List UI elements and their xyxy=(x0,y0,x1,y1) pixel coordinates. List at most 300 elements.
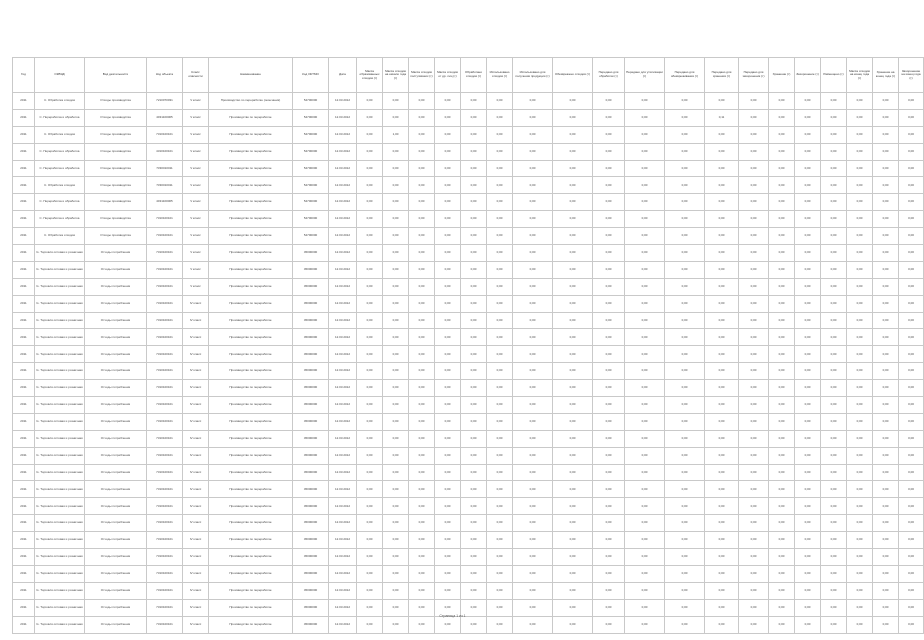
table-cell: 12.03.2012 xyxy=(329,329,357,346)
table-cell: 0,00 xyxy=(553,464,593,481)
table-cell: 0,00 xyxy=(769,261,795,278)
table-cell: 0,00 xyxy=(847,380,873,397)
table-cell: IV класс xyxy=(183,346,209,363)
table-cell: 0,00 xyxy=(821,549,847,566)
table-cell: 45000000 xyxy=(293,430,329,447)
table-cell: 0,00 xyxy=(435,312,461,329)
table-cell: 7310100101 xyxy=(147,549,183,566)
table-cell: 0,00 xyxy=(899,532,924,549)
table-cell: IV класс xyxy=(183,363,209,380)
table-cell: 0,00 xyxy=(665,228,705,245)
table-cell: G. Торговля оптовая и розничная xyxy=(35,582,85,599)
table-cell: 0,00 xyxy=(625,515,665,532)
table-cell: 0,00 xyxy=(513,295,553,312)
table-cell: 0,00 xyxy=(435,211,461,228)
table-cell: 0,00 xyxy=(705,565,739,582)
table-cell: С. Переработка и обработка xyxy=(35,160,85,177)
table-cell: 2011 xyxy=(13,599,35,616)
table-cell: Производство по переработке xyxy=(209,565,293,582)
table-cell: 0,00 xyxy=(593,380,625,397)
table-cell: Отходы потребления xyxy=(85,532,147,549)
table-cell: 0,00 xyxy=(625,565,665,582)
table-cell: 0,00 xyxy=(739,464,769,481)
column-header: Передано для хранения (т) xyxy=(705,58,739,93)
table-cell: 0,00 xyxy=(899,346,924,363)
table-cell: 45000000 xyxy=(293,599,329,616)
table-cell: 2011 xyxy=(13,532,35,549)
table-cell: 0,00 xyxy=(821,363,847,380)
table-cell: 45000000 xyxy=(293,329,329,346)
table-cell: 0,00 xyxy=(769,143,795,160)
table-cell: 0,00 xyxy=(739,549,769,566)
table-cell: 0,00 xyxy=(847,211,873,228)
table-cell: 2011 xyxy=(13,481,35,498)
table-cell: 12.03.2012 xyxy=(329,312,357,329)
table-cell: 7310100101 xyxy=(147,532,183,549)
table-cell: 2011 xyxy=(13,515,35,532)
table-cell: 0,00 xyxy=(795,549,821,566)
table-cell: 0,00 xyxy=(795,228,821,245)
table-cell: 0,00 xyxy=(435,430,461,447)
table-cell: Производство по переработке xyxy=(209,245,293,262)
table-cell: 0,00 xyxy=(705,93,739,110)
table-cell: 0,00 xyxy=(665,464,705,481)
table-cell: 0,00 xyxy=(513,413,553,430)
table-cell: 0,00 xyxy=(665,126,705,143)
table-cell: 7310100101 xyxy=(147,447,183,464)
table-cell: 0,00 xyxy=(383,194,409,211)
table-cell: 0,00 xyxy=(357,329,383,346)
table-cell: 0,00 xyxy=(665,278,705,295)
table-cell: 0,00 xyxy=(553,93,593,110)
table-cell: 0,00 xyxy=(513,599,553,616)
table-cell: 0,00 xyxy=(847,532,873,549)
table-cell: 0,00 xyxy=(461,160,487,177)
table-cell: С. Переработка и обработка xyxy=(35,109,85,126)
table-row xyxy=(13,447,924,464)
table-cell: 0,00 xyxy=(847,278,873,295)
table-cell: Отходы потребления xyxy=(85,278,147,295)
table-cell: 0,00 xyxy=(795,464,821,481)
column-header: Использовано отходов (т) xyxy=(487,58,513,93)
table-cell: 0,00 xyxy=(383,549,409,566)
table-cell: Отходы потребления xyxy=(85,616,147,633)
table-cell: 0,00 xyxy=(625,582,665,599)
table-row xyxy=(13,160,924,177)
table-cell: 0,00 xyxy=(553,177,593,194)
table-cell: 0,00 xyxy=(899,397,924,414)
table-cell: 0,00 xyxy=(461,481,487,498)
table-cell: 0,00 xyxy=(769,397,795,414)
table-cell: 0,00 xyxy=(739,261,769,278)
table-cell: 0,00 xyxy=(461,565,487,582)
table-cell: 0,00 xyxy=(487,329,513,346)
table-cell: 0,00 xyxy=(435,549,461,566)
table-cell: 0,00 xyxy=(409,616,435,633)
table-cell: 0,00 xyxy=(553,363,593,380)
table-cell: 0,00 xyxy=(899,616,924,633)
table-cell: 45000000 xyxy=(293,498,329,515)
table-cell: 0,00 xyxy=(739,126,769,143)
table-cell: 0,00 xyxy=(705,447,739,464)
table-cell: 0,00 xyxy=(593,295,625,312)
table-cell: 0,00 xyxy=(847,430,873,447)
table-cell: 0,00 xyxy=(553,194,593,211)
table-cell: 0,00 xyxy=(665,211,705,228)
table-cell: Отходы производства xyxy=(85,211,147,228)
table-cell: 0,00 xyxy=(409,565,435,582)
table-cell: 0,00 xyxy=(409,126,435,143)
table-cell: 0,00 xyxy=(821,447,847,464)
table-cell: 0,00 xyxy=(873,329,899,346)
table-cell: 7310100101 xyxy=(147,413,183,430)
table-cell: IV класс xyxy=(183,549,209,566)
table-cell: Производство по переработке xyxy=(209,346,293,363)
table-cell: 0,00 xyxy=(739,481,769,498)
table-cell: 0,00 xyxy=(665,413,705,430)
table-cell: Отходы потребления xyxy=(85,430,147,447)
table-cell: 0,00 xyxy=(383,397,409,414)
table-cell: G. Торговля оптовая и розничная xyxy=(35,261,85,278)
table-row xyxy=(13,582,924,599)
table-cell: V класс xyxy=(183,278,209,295)
table-cell: IV класс xyxy=(183,380,209,397)
table-cell: 0,00 xyxy=(873,363,899,380)
table-cell: 0,00 xyxy=(769,380,795,397)
table-cell: 0,00 xyxy=(553,245,593,262)
table-cell: 0,00 xyxy=(513,565,553,582)
table-cell: 0,00 xyxy=(487,565,513,582)
table-cell: 0,00 xyxy=(873,413,899,430)
table-cell: 0,00 xyxy=(847,565,873,582)
table-cell: 0,00 xyxy=(625,363,665,380)
table-cell: 0,00 xyxy=(487,599,513,616)
table-row xyxy=(13,109,924,126)
table-cell: 0,00 xyxy=(795,616,821,633)
table-cell: 0,00 xyxy=(705,194,739,211)
table-cell: 0,00 xyxy=(625,380,665,397)
table-cell: 0,00 xyxy=(739,447,769,464)
table-cell: Производство по переработке xyxy=(209,397,293,414)
table-cell: 0,00 xyxy=(553,329,593,346)
table-cell: 7310100101 xyxy=(147,261,183,278)
table-cell: 7310100101 xyxy=(147,278,183,295)
table-cell: 0,00 xyxy=(705,397,739,414)
table-cell: Производство по переработке xyxy=(209,278,293,295)
table-cell: 0,00 xyxy=(409,363,435,380)
table-cell: IV класс xyxy=(183,498,209,515)
table-cell: 2011 xyxy=(13,565,35,582)
table-cell: 12.03.2012 xyxy=(329,126,357,143)
table-cell: Производство по переработке xyxy=(209,126,293,143)
table-cell: 0,00 xyxy=(553,565,593,582)
table-cell: 0,00 xyxy=(487,177,513,194)
table-cell: 2011 xyxy=(13,447,35,464)
table-cell: 0,00 xyxy=(821,211,847,228)
table-cell: 0,00 xyxy=(769,177,795,194)
table-cell: 0,00 xyxy=(625,160,665,177)
column-header: Дата xyxy=(329,58,357,93)
table-cell: 0,00 xyxy=(625,413,665,430)
table-cell: G. Торговля оптовая и розничная xyxy=(35,616,85,633)
table-cell: 45000000 xyxy=(293,363,329,380)
table-cell: 0,00 xyxy=(383,160,409,177)
table-cell: 0,00 xyxy=(795,143,821,160)
table-cell: 0,00 xyxy=(769,565,795,582)
table-cell: 0,00 xyxy=(383,498,409,515)
table-cell: 0,00 xyxy=(795,565,821,582)
table-cell: 0,00 xyxy=(357,380,383,397)
table-cell: 0,00 xyxy=(705,380,739,397)
table-row xyxy=(13,346,924,363)
table-cell: 0,00 xyxy=(847,312,873,329)
table-cell: 0,00 xyxy=(513,160,553,177)
table-cell: 12.03.2012 xyxy=(329,261,357,278)
table-cell: 0,00 xyxy=(847,616,873,633)
table-cell: 0,00 xyxy=(461,380,487,397)
table-cell: 2011 xyxy=(13,430,35,447)
table-cell: 12.03.2012 xyxy=(329,616,357,633)
table-cell: 7310100101 xyxy=(147,498,183,515)
table-cell: 0,00 xyxy=(899,413,924,430)
table-cell: 45000000 xyxy=(293,312,329,329)
table-cell: 0,00 xyxy=(899,430,924,447)
table-cell: 0,00 xyxy=(705,582,739,599)
table-cell: 0,00 xyxy=(769,599,795,616)
table-cell: 0,00 xyxy=(873,177,899,194)
table-cell: 0,00 xyxy=(665,245,705,262)
table-cell: G. Торговля оптовая и розничная xyxy=(35,447,85,464)
table-cell: 0,00 xyxy=(487,93,513,110)
table-cell: Производство по переработке xyxy=(209,329,293,346)
table-cell: 0,00 xyxy=(821,481,847,498)
column-header: Хранение (т) xyxy=(769,58,795,93)
table-cell: 0,00 xyxy=(461,228,487,245)
table-cell: 0,00 xyxy=(821,295,847,312)
table-cell: Отходы потребления xyxy=(85,582,147,599)
table-cell: 0,00 xyxy=(553,447,593,464)
table-cell: 2011 xyxy=(13,261,35,278)
table-cell: 0,00 xyxy=(553,312,593,329)
table-cell: 12.03.2012 xyxy=(329,245,357,262)
table-cell: 0,00 xyxy=(513,194,553,211)
table-cell: 12.03.2012 xyxy=(329,143,357,160)
table-cell: 7310100101 xyxy=(147,329,183,346)
table-cell: 0,00 xyxy=(435,498,461,515)
table-cell: 0,00 xyxy=(409,329,435,346)
table-cell: 0,00 xyxy=(739,363,769,380)
table-cell: 0,00 xyxy=(513,515,553,532)
table-cell: 0,00 xyxy=(383,346,409,363)
table-cell: 0,00 xyxy=(847,143,873,160)
table-cell: Отходы производства xyxy=(85,143,147,160)
table-cell: Производство по переработке xyxy=(209,211,293,228)
table-cell: 0,00 xyxy=(847,599,873,616)
table-cell: 0,00 xyxy=(739,228,769,245)
table-cell: 0,00 xyxy=(357,177,383,194)
table-cell: 0,00 xyxy=(625,549,665,566)
table-cell: Производство по переработке xyxy=(209,380,293,397)
table-cell: 0,00 xyxy=(873,549,899,566)
table-cell: 0,00 xyxy=(357,245,383,262)
table-cell: 0,00 xyxy=(625,498,665,515)
table-cell: 0,00 xyxy=(513,346,553,363)
table-cell: 2011 xyxy=(13,211,35,228)
table-cell: IV класс xyxy=(183,312,209,329)
table-cell: 0,00 xyxy=(383,245,409,262)
table-cell: 0,00 xyxy=(899,93,924,110)
table-cell: 0,00 xyxy=(435,565,461,582)
table-cell: 2011 xyxy=(13,549,35,566)
page-footer: Страница 1 из 1 xyxy=(439,614,466,618)
table-cell: 7310100101 xyxy=(147,582,183,599)
table-row xyxy=(13,177,924,194)
table-cell: 0,00 xyxy=(461,126,487,143)
column-header: Масса образованных отходов (т) xyxy=(357,58,383,93)
table-cell: 0,00 xyxy=(847,160,873,177)
table-cell: 2011 xyxy=(13,582,35,599)
table-cell: 0,00 xyxy=(487,143,513,160)
table-cell: Производство по переработке xyxy=(209,363,293,380)
table-cell: 0,00 xyxy=(821,245,847,262)
table-cell: 4031100005 xyxy=(147,109,183,126)
table-cell: 0,00 xyxy=(873,295,899,312)
table-cell: 0,00 xyxy=(739,211,769,228)
table-cell: 0,00 xyxy=(593,93,625,110)
table-cell: 0,00 xyxy=(461,464,487,481)
table-cell: 0,00 xyxy=(409,397,435,414)
table-cell: 7310100101 xyxy=(147,363,183,380)
table-row xyxy=(13,498,924,515)
table-cell: 0,00 xyxy=(899,481,924,498)
table-cell: 0,00 xyxy=(461,363,487,380)
table-cell: G. Торговля оптовая и розничная xyxy=(35,397,85,414)
table-cell: 2011 xyxy=(13,228,35,245)
table-cell: IV класс xyxy=(183,397,209,414)
table-cell: 0,00 xyxy=(705,211,739,228)
table-cell: Производство по переработке (окончания) xyxy=(209,93,293,110)
table-cell: 0,00 xyxy=(705,177,739,194)
table-cell: 0,00 xyxy=(769,329,795,346)
table-cell: 0,00 xyxy=(461,312,487,329)
table-cell: 0,00 xyxy=(593,515,625,532)
table-cell: 0,00 xyxy=(383,228,409,245)
table-cell: 0,00 xyxy=(899,515,924,532)
table-cell: 4031100005 xyxy=(147,194,183,211)
table-cell: 0,00 xyxy=(769,447,795,464)
table-cell: 0,00 xyxy=(769,616,795,633)
table-cell: 0,00 xyxy=(821,413,847,430)
table-cell: 45000000 xyxy=(293,616,329,633)
table-cell: 0,00 xyxy=(899,565,924,582)
table-cell: 0,00 xyxy=(593,430,625,447)
table-cell: V класс xyxy=(183,143,209,160)
table-cell: 0,00 xyxy=(873,397,899,414)
table-cell: IV класс xyxy=(183,481,209,498)
table-cell: 45000000 xyxy=(293,549,329,566)
table-cell: 7310100101 xyxy=(147,515,183,532)
table-cell: 0,00 xyxy=(769,194,795,211)
table-cell: 0,00 xyxy=(769,430,795,447)
table-cell: 0,00 xyxy=(553,228,593,245)
table-cell: С. Обработка отходов xyxy=(35,126,85,143)
table-cell: 0,00 xyxy=(769,549,795,566)
table-cell: 0,00 xyxy=(873,582,899,599)
table-cell: 0,00 xyxy=(821,565,847,582)
table-cell: 0,00 xyxy=(847,228,873,245)
table-cell: 0,00 xyxy=(553,515,593,532)
table-cell: 0,00 xyxy=(795,599,821,616)
table-cell: 0,00 xyxy=(357,211,383,228)
table-cell: 0,00 xyxy=(705,413,739,430)
table-cell: 0,00 xyxy=(461,549,487,566)
table-cell: 0,00 xyxy=(487,194,513,211)
table-cell: 0,00 xyxy=(795,582,821,599)
table-cell: 0,00 xyxy=(705,228,739,245)
table-cell: 0,00 xyxy=(487,228,513,245)
table-cell: 0,00 xyxy=(625,447,665,464)
table-cell: 0,00 xyxy=(665,143,705,160)
table-cell: 0,00 xyxy=(795,109,821,126)
table-cell: 0,00 xyxy=(553,498,593,515)
table-cell: 0,00 xyxy=(409,430,435,447)
table-cell: Производство по переработке xyxy=(209,599,293,616)
table-cell: V класс xyxy=(183,177,209,194)
table-cell: 0,00 xyxy=(593,143,625,160)
table-cell: 0,00 xyxy=(487,245,513,262)
column-header: Код объекта xyxy=(147,58,183,93)
table-cell: 45000000 xyxy=(293,278,329,295)
table-cell: 0,00 xyxy=(769,346,795,363)
table-cell: 0,00 xyxy=(357,481,383,498)
table-cell: Отходы потребления xyxy=(85,599,147,616)
table-cell: 0,00 xyxy=(795,481,821,498)
table-cell: 0,00 xyxy=(795,245,821,262)
table-cell: 0,00 xyxy=(795,329,821,346)
table-cell: 0,00 xyxy=(739,329,769,346)
table-cell: IV класс xyxy=(183,582,209,599)
table-cell: 2011 xyxy=(13,346,35,363)
table-cell: G. Торговля оптовая и розничная xyxy=(35,599,85,616)
table-header-row xyxy=(13,58,924,93)
table-cell: 0,00 xyxy=(487,464,513,481)
table-cell: 0,00 xyxy=(383,599,409,616)
table-cell: 0,00 xyxy=(593,363,625,380)
table-cell: 0,00 xyxy=(769,93,795,110)
table-cell: 54700000 xyxy=(293,160,329,177)
table-cell: 0,00 xyxy=(873,194,899,211)
table-cell: 0,00 xyxy=(705,616,739,633)
table-cell: 0,00 xyxy=(847,329,873,346)
table-row xyxy=(13,228,924,245)
table-cell: 0,00 xyxy=(739,397,769,414)
table-cell: 45000000 xyxy=(293,295,329,312)
table-cell: 7310100101 xyxy=(147,312,183,329)
table-cell: 0,00 xyxy=(847,549,873,566)
table-cell: 0,00 xyxy=(873,261,899,278)
table-cell: Отходы потребления xyxy=(85,295,147,312)
table-cell: 12.03.2012 xyxy=(329,464,357,481)
table-cell: IV класс xyxy=(183,532,209,549)
table-body xyxy=(13,93,924,634)
table-cell: Производство по переработке xyxy=(209,194,293,211)
table-cell: 0,00 xyxy=(383,177,409,194)
table-cell: G. Торговля оптовая и розничная xyxy=(35,329,85,346)
table-cell: 0,00 xyxy=(383,312,409,329)
table-cell: 0,00 xyxy=(435,261,461,278)
table-cell: 0,00 xyxy=(625,329,665,346)
table-cell: 0,00 xyxy=(461,245,487,262)
